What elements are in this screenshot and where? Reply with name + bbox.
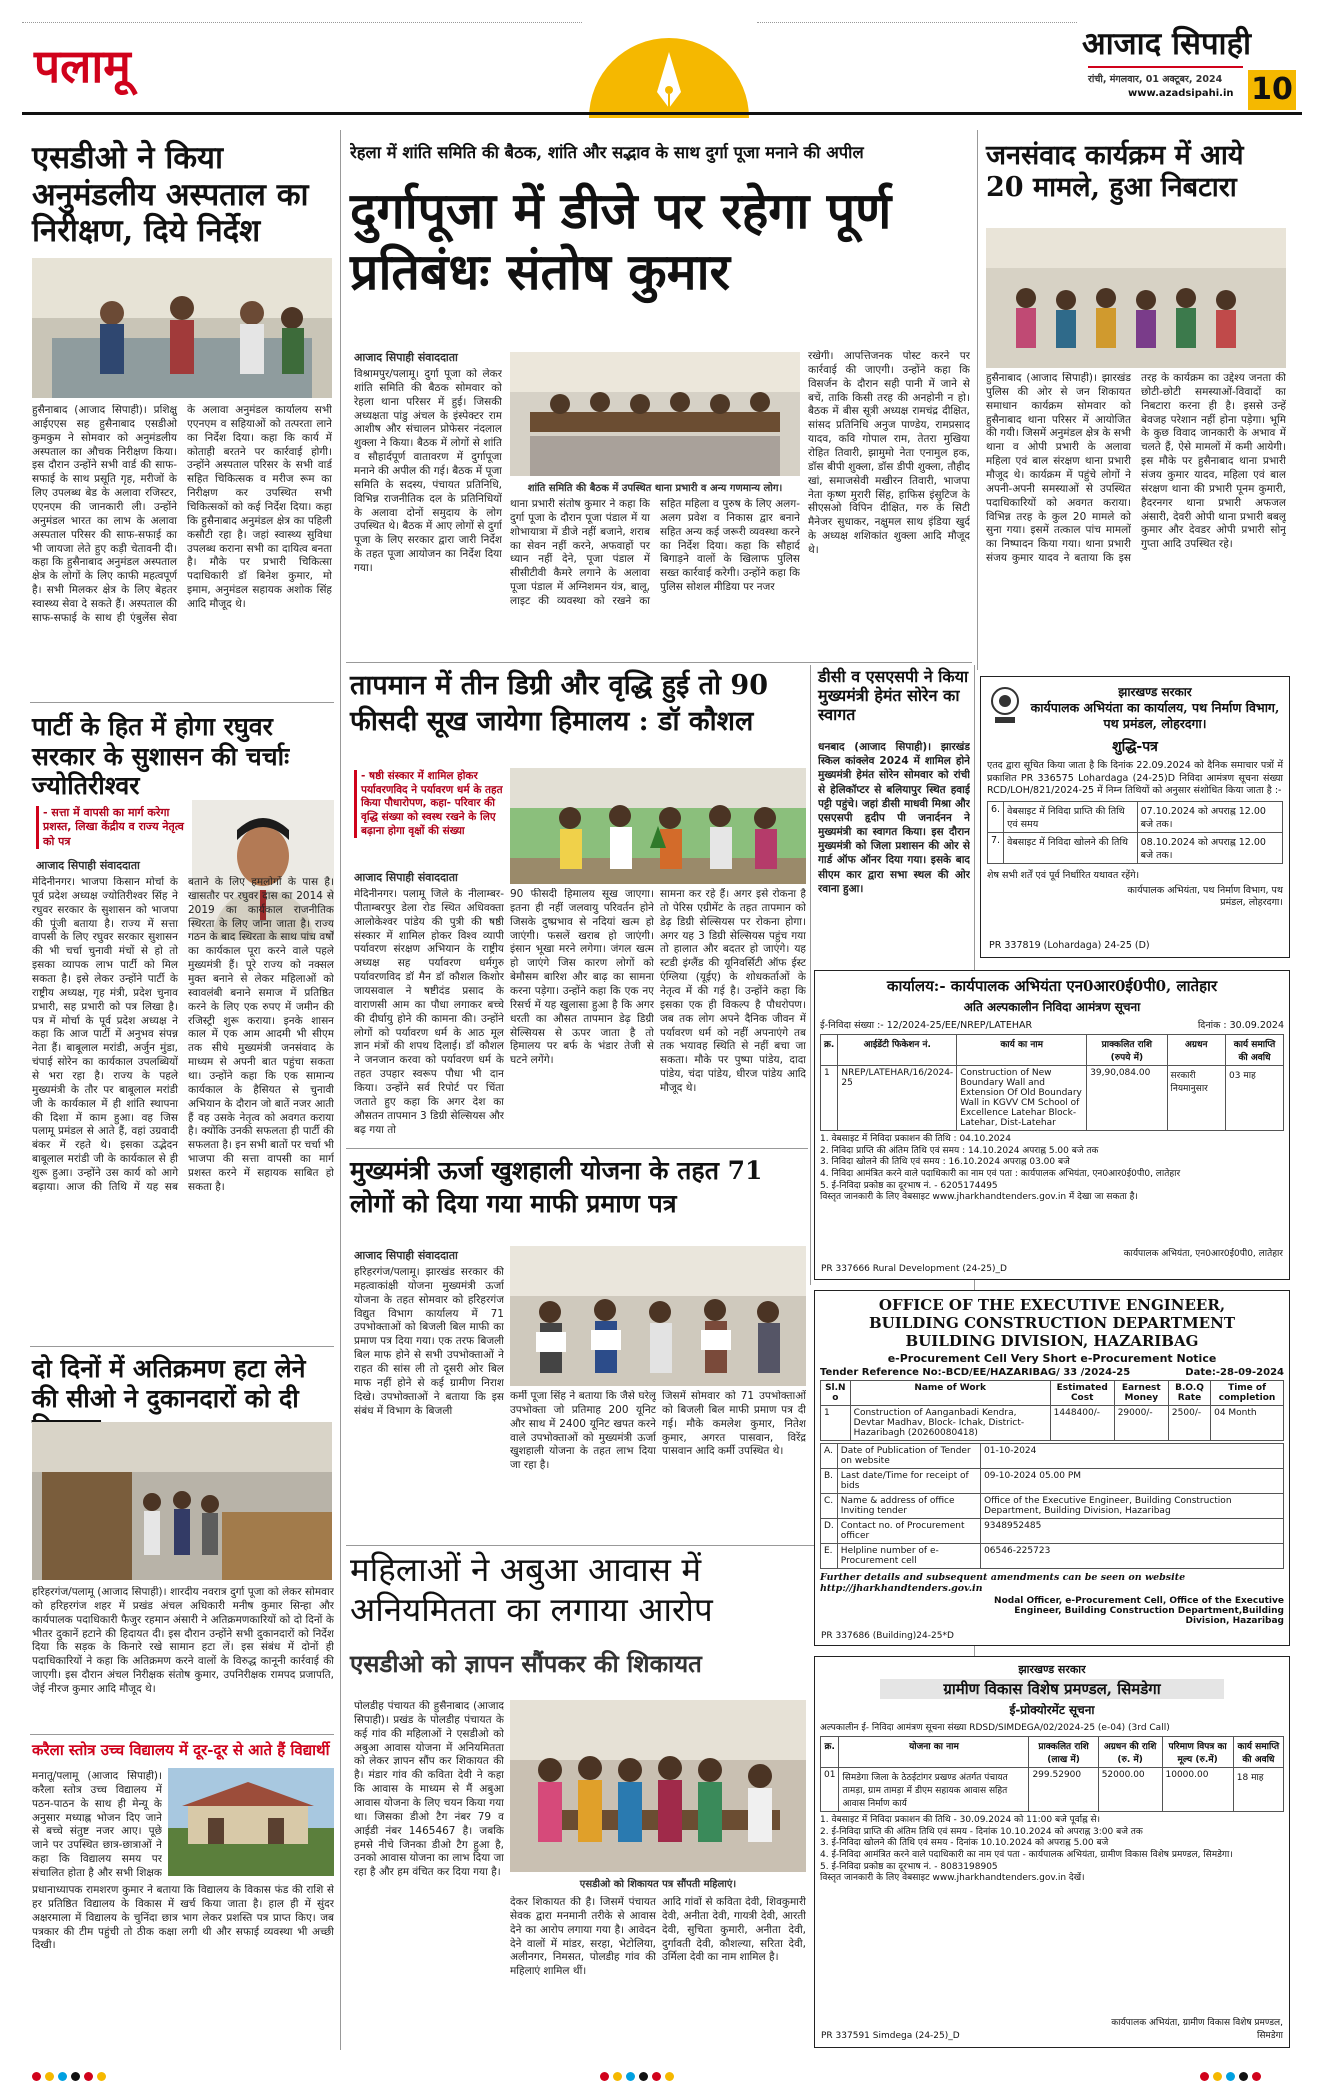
s8-body: हरिहरगंज/पलामू (आजाद सिपाही)। शारदीय नवरात्र दुर्गा पूजा को लेकर सोमवार को हरिहरगंज शहर में प्रखंड अंचल अधिकारी मनीष कुमार सिन्हा और कार्यपालक पदाधिकारी फैजुर रहमान अंसारी ने अतिक्रमणकारियों को दो दिनों के भीतर दुकानें हटाने की हिदायत दी। इस दौरान उन्होंने सभी दुकानदारों को निर्देश दिया कि सड़क के किनारे रखे सामान हटा लें। इस संबंध में दोनों ही पदाधिकारियों ने कहा कि अतिक्रमण करने वालों के विरुद्ध कानूनी कार्रवाई की जाएगी। इस दौरान अंचल निरीक्षक संतोष कुमार, उपनिरीक्षक रामपद प्रजापति, जेई नीरज कुमार आदि मौजूद थे। bbox=[32, 1586, 334, 1696]
s4-byline: आजाद सिपाही संवाददाता bbox=[36, 859, 140, 872]
ad1-body: एतद द्वारा सूचित किया जाता है कि दिनांक 22.09.2024 को दैनिक समाचार पत्रों में प्रकाशित PR 336575 Lohardaga (24-25)D निविदा आमंत्रण सूचना संख्या RCD/LOH/821/2024-25 में निम्न तिथियों को अनुसार संशोधित किया जाता है :- bbox=[987, 760, 1283, 796]
s10-subhead: एसडीओ को ज्ञापन सौंपकर की शिकायत bbox=[350, 1649, 702, 1678]
dateline: रांची, मंगलवार, 01 अक्टूबर, 2024 bbox=[1088, 74, 1223, 85]
table-header: Estimated Cost bbox=[1050, 1381, 1114, 1406]
table-header: Time of completion bbox=[1211, 1381, 1284, 1406]
ad-hazaribag-tender bbox=[814, 1290, 1290, 1646]
s2-kicker: रेहला में शांति समिति की बैठक, शांति और सद्भाव के साथ दुर्गा पूजा मनाने की अपील bbox=[350, 143, 864, 162]
s1-body: हुसैनाबाद (आजाद सिपाही)। प्रशिक्षु आईएएस सह हुसैनाबाद एसडीओ कुमकुम ने सोमवार को अनुमंडलीय अस्पताल का औचक निरीक्षण किया। इस दौरान उन्होंने सभी वार्ड की साफ-सफाई के साथ प्रसूति गृह, मरीजों के लिए उपलब्ध बेड के अलावा रजिस्टर, एएनएम की जानकारी ली। उन्होंने अनुमंडल भारत का लाभ के अलावा अस्पताल परिसर की साफ-सफाई का भी जायजा लेते हुए कड़ी चेतावनी दी। कहा कि हुसैनाबाद अनुमंडल अस्पताल क्षेत्र के लोगों के लिए काफी महत्वपूर्ण है। सभी मिलकर क्षेत्र के लिए बेहतर स्वास्थ्य सेवा दे सकते हैं। अस्पताल की साफ-सफाई के साथ ही एंबुलेंस सेवा के अलावा अनुमंडल कार्यालय सभी एएनएम व सहियाओं को तत्परता लाने का निर्देश दिया। कहा कि कार्य में कोताही बरतने पर कार्रवाई होगी। उन्होंने अस्पताल परिसर के सभी वार्ड सहित चिकित्सक व मरीज रूम का निरीक्षण कर उपस्थित सभी चिकित्सकों को कई निर्देश दिया। कहा कि हुसैनाबाद अनुमंडल क्षेत्र का पहिली कसौटी रहा है। जहां स्वास्थ्य सुविधा उपलब्ध कराना सभी का दायित्व बनता है। मौके पर प्रभारी चिकित्सा पदाधिकारी डॉ बिनेश कुमार, मो इमाम, अनुमंडल सहायक अशोक सिंह आदि मौजूद थे। bbox=[32, 404, 332, 624]
s6-body: धनबाद (आजाद सिपाही)। झारखंड स्किल कांक्लेव 2024 में शामिल होने मुख्यमंत्री हेमंत सोरेन सोमवार को रांची से हेलिकॉप्टर से बलियापुर स्थित हवाई पट्टी पहुंचे। जहां डीसी माधवी मिश्रा और एसएसपी हृदीप पी जनार्दनन ने मुख्यमंत्री का स्वागत किया। इस दौरान मुख्यमंत्री को जिला प्रशासन की ओर से गार्ड ऑफ ऑनर दिया गया। इसके बाद सीएम कार द्वारा सभा स्थल की ओर रवाना हुआ। bbox=[818, 741, 970, 895]
table-header: कार्य का नाम bbox=[957, 1035, 1087, 1066]
table-cell: 01-10-2024 bbox=[981, 1444, 1284, 1469]
table-cell: Name & address of office Inviting tender bbox=[837, 1494, 980, 1519]
ad3-notes-table bbox=[820, 1443, 1284, 1569]
table-header: अग्रधन की राशि (रु. में) bbox=[1098, 1737, 1162, 1768]
ad3-title-3: BUILDING DIVISION, HAZARIBAG bbox=[905, 1332, 1199, 1350]
table-cell: वेबसाइट में निविदा प्राप्ति की तिथि एवं समय bbox=[1004, 802, 1138, 833]
table-row bbox=[988, 802, 1283, 833]
table-header: प्राक्कलित राशि (रुपये में) bbox=[1087, 1035, 1167, 1066]
table-cell: 1 bbox=[821, 1406, 851, 1441]
table-header: प्राक्कलित राशि (लाख में) bbox=[1029, 1737, 1098, 1768]
table-header-row bbox=[821, 1381, 1284, 1406]
s5-deck: - षष्ठी संस्कार में शामिल होकर पर्यावरणविद ने पर्यावरण धर्म के तहत किया पौधारोपण, कहा- परिवार की वृद्धि संख्या को स्वस्थ रखने के लिए बढ़ाना होगा वृक्षों की संख्या bbox=[354, 770, 504, 838]
ad1-subtitle: शुद्धि-पत्र bbox=[1112, 739, 1158, 756]
table-cell: 6. bbox=[988, 802, 1004, 833]
table-cell: 9348952485 bbox=[981, 1519, 1284, 1544]
table-header: Earnest Money bbox=[1114, 1381, 1168, 1406]
list-item: 1. वेबसाइट में निविदा प्रकाशन की तिथि - 30.09.2024 को 11:00 बजे पूर्वाह्न से। bbox=[820, 1815, 1101, 1825]
table-cell: A. bbox=[821, 1444, 838, 1469]
s10-photo-caption: एसडीओ को शिकायत पत्र सौंपती महिलाएं। bbox=[579, 1879, 737, 1890]
ad4-dept: झारखण्ड सरकार bbox=[1018, 1663, 1086, 1676]
s2-byline: आजाद सिपाही संवाददाता bbox=[354, 351, 458, 364]
ad3-title-2: BUILDING CONSTRUCTION DEPARTMENT bbox=[868, 1314, 1235, 1332]
list-item: 1. वेबसाइट में निविदा प्रकाशन की तिथि : 04.10.2024 bbox=[820, 1134, 1011, 1144]
s10-col3: आदि गांवों से कविता देवी, शिवकुमारी देवी, अनीता देवी, गायत्री देवी, आरती देवी, सुचिता कुमारी, अनीता देवी, दुर्गावती देवी, कौशल्या, सरिता देवी, उर्मिला देवी का नाम शामिल है। bbox=[662, 1896, 806, 1964]
s5-headline: तापमान में तीन डिग्री और वृद्धि हुई तो 90 फीसदी सूख जायेगा हिमालय : डॉ कौशल bbox=[350, 670, 769, 737]
table-header: आईडेंटी फिकेशन नं. bbox=[838, 1035, 957, 1066]
s10-col2: देकर शिकायत की है। जिसमें पंचायत सेवक द्वारा मनमानी तरीके से आवास देने का आरोप लगाया गया है। आवेदन देने वालों में मांडर, सरहा, भेटोलिया, अलीनगर, निमसत, पोलडीह गांव की महिलाएं शामिल थीं। bbox=[510, 1896, 656, 1978]
table-cell: B. bbox=[821, 1469, 838, 1494]
ad1-signature: कार्यपालक अभियंता, पथ निर्माण विभाग, पथ प्रमंडल, लोहरदगा। bbox=[1127, 885, 1283, 909]
website: www.azadsipahi.in bbox=[1128, 88, 1234, 99]
table-row bbox=[821, 1768, 1284, 1812]
table-header: परिमाण विपत्र का मूल्य (रु.में) bbox=[1162, 1737, 1233, 1768]
ad1-pr: PR 337819 (Lohardaga) 24-25 (D) bbox=[989, 940, 1150, 951]
ad4-pr: PR 337591 Simdega (24-25)_D bbox=[821, 2031, 960, 2041]
ad-latehar-tender bbox=[814, 970, 1290, 1280]
ad1-title: कार्यपालक अभियंता का कार्यालय, पथ निर्माण विभाग, पथ प्रमंडल, लोहरदगा। bbox=[1030, 700, 1280, 731]
ad4-subtitle: ई-प्रोक्योरमेंट सूचना bbox=[1009, 1703, 1095, 1717]
ad3-subtitle: e-Procurement Cell Very Short e-Procurement Notice bbox=[887, 1352, 1217, 1365]
s1-photo-hospital-inspection bbox=[32, 258, 332, 398]
table-row bbox=[821, 1444, 1284, 1469]
list-item: 3. निविदा खोलने की तिथि एवं समय : 16.10.2024 अपराह्न 03.00 बजे bbox=[820, 1157, 1070, 1168]
s4-deck: - सत्ता में वापसी का मार्ग करेगा प्रशस्त, लिखा केंद्रीय व राज्य नेतृत्व को पत्र bbox=[36, 806, 186, 849]
table-cell: सरकारी नियमानुसार bbox=[1167, 1066, 1226, 1131]
ad-lohardaga-corrigendum bbox=[980, 676, 1290, 958]
table-cell: 07.10.2024 को अपराह्न 12.00 बजे तक। bbox=[1137, 802, 1282, 833]
s1-headline: एसडीओ ने किया अनुमंडलीय अस्पताल का निरीक्षण, दिये निर्देश bbox=[32, 140, 309, 250]
table-row bbox=[821, 1066, 1284, 1131]
s5-col3: सामना कर रहे हैं। अगर इसे रोकना है तो पेरिस एग्रीमेंट के तहत तापमान को डेढ़ डिग्री सेल्सियस पर रोकना होगा। अगर यह 3 डिग्री सेल्सियस पहुंच गया तो हालात और बदतर हो जाएंगे। यह स्टडी इंग्लैंड की यूनिवर्सिटी ऑफ ईस्ट एंग्लिया (यूईए) के शोधकर्ताओं के नेतृत्व में की गई है। उन्होंने कहा कि इसका एक ही विकल्प है पौधरोपण। जब तक लोग अपने दैनिक जीवन में पर्यावरण धर्म को नहीं अपनाएंगे तब तक भयावह स्थिति से नहीं बचा जा सकता। मौके पर पुष्पा पांडेय, दादा पांडेय, चंदा पांडेय, धीरज पांडेय आदि मौजूद थे। bbox=[660, 888, 806, 1095]
table-header: कार्य समाप्ति की अवधि bbox=[1233, 1737, 1283, 1768]
table-cell: D. bbox=[821, 1519, 838, 1544]
table-cell: Date of Publication of Tender on website bbox=[837, 1444, 980, 1469]
list-item: 5. ई-निविदा प्रकोष्ठ का दूरभाष नं. - 8083198905 bbox=[820, 1861, 998, 1872]
table-cell: 09-10-2024 05.00 PM bbox=[981, 1469, 1284, 1494]
s4-body: मेदिनीनगर। भाजपा किसान मोर्चा के पूर्व प्रदेश अध्यक्ष ज्योतिरीश्वर सिंह ने रघुवर सरकार के सुशासन को भाजपा की पूंजी बताया है। राज्य में सत्ता वापसी के लिए रघुवर सरकार सुशासन की भी चर्चा चुनावी मंचों से हो तो इसका व्यापक लाभ पार्टी को मिल सकता है। इसे लेकर उन्होंने पार्टी के राष्ट्रीय अध्यक्ष, गृह मंत्री, प्रदेश चुनाव प्रभारी, सह प्रभारी को पत्र लिखा है। पत्र में मोर्चा के पूर्व प्रदेश अध्यक्ष ने कहा कि आज पार्टी में अनुभव संपन्न नेता हैं। बाबूलाल मरांडी, अर्जुन मुंडा, चंपाई सोरेन का कार्यकाल उपलब्धियों से भरा रहा है। राज्य के पहले मुख्यमंत्री के तौर पर बाबूलाल मरांडी जी के कार्यकाल में ही शांति स्थापना की दिशा में काम हुआ। वह जिस पलामू प्रमंडल से आते हैं, वहां उग्रवादी बंकर में रहते थे। इसका उद्भेदन बाबूलाल मरांडी जी के कार्यकाल से ही शुरू हुआ। उन्होंने उस कार्य को आगे बढ़ाया। आज की तिथि में यह सब बताने के लिए हमलोगों के पास है। खासतौर पर रघुवर दास का 2014 से 2019 का कार्यकाल राजनीतिक स्थिरता के लिए जाना जाता है। राज्य गठन के बाद स्थिरता के साथ पांच वर्षों का कार्यकाल पूरा करने वाले पहले मुख्यमंत्री हैं। पूरे राज्य को नक्सल मुक्त बनाने से लेकर महिलाओं को स्वावलंबी बनाने समाज में प्रतिष्ठित करने के लिए एक रुपए में जमीन की रजिस्ट्री शुरू कराया। इनके शासन काल में एक आम आदमी भी सीएम तक सीधे मुख्यमंत्री जनसंवाद के माध्यम से अपनी बात पहुंचा सकता था। उन्होंने कहा कि एक सामान्य कार्यकाल के हैसियत से चुनावी अभियान के दौरान जो बातें नजर आती हैं वह उसके नेतृत्व को अवगत कराया है। क्योंकि उनकी सफलता ही पार्टी की सफलता है। इन सभी बातों पर चर्चा भी भाजपा की सत्ता वापसी का मार्ग प्रशस्त करने में सहायक साबित हो सकता है। bbox=[32, 876, 334, 1193]
s5-col1: मेदिनीनगर। पलामू जिले के नीलाम्बर-पीताम्बरपुर डेला रोड स्थित अधिवक्ता आलोकेश्वर पांडेय की पुत्री की षष्ठी संस्कार में शामिल होकर विश्व व्यापी पर्यावरण संरक्षण अभियान के राष्ट्रीय अध्यक्ष सह पर्यावरण धर्मगुरु पर्यावरणविद डॉ मैन डॉ कौशल किशोर जायसवाल ने षष्टीदंड प्रसाद के वाराणसी आम का पौधा लगाकर बच्चे की दीर्घायु होने की कामना की। उन्होंने लोगों को पर्यावरण धर्म के आठ मूल ज्ञान मंत्रों की शपथ दिलाई। डॉ कौशल ने जनजान करवा को पर्यावरण धर्म के तहत उपहार स्वरूप पौधा भी दान किया। उन्होंने सर्व रिपोर्ट पर चिंता जताते हुए कहा कि अगर देश का औसतन तापमान 3 डिग्री सेल्सियस और बढ़ गया तो bbox=[354, 888, 504, 1136]
s8-headline: दो दिनों में अतिक्रमण हटा लेने की सीओ ने दुकानदारों को दी bbox=[32, 1354, 306, 1413]
s10-col1: पोलडीह पंचायत की हुसैनाबाद (आजाद सिपाही)। प्रखंड के पोलडीह पंचायत के कई गांव की महिलाओं ने एसडीओ को अबुआ आवास योजना में अनियमितता को लेकर ज्ञापन सौंप कर शिकायत की है। मंडार गांव की कविता देवी ने कहा कि आवास के माध्यम से मैं अबुआ आवास योजना के लिए चयन किया गया था। जिसका डीओ टैग नंबर 79 व आईडी नंबर 1465467 है। जबकि हमसे नीचे जिनका डीओ टैग हुआ है, उनको आवास योजना का लाभ दिया जा रहा है और हम वंचित कर दिया गया है। bbox=[354, 1700, 504, 1879]
table-cell: 08.10.2024 को अपराह्न 12.00 बजे तक। bbox=[1137, 833, 1282, 864]
table-cell: 10000.00 bbox=[1162, 1768, 1233, 1812]
section-title: पलामू bbox=[34, 39, 131, 93]
s9-headline: करैला स्तोत्र उच्च विद्यालय में दूर-दूर से आते हैं विद्यार्थी bbox=[32, 1741, 330, 1759]
ad3-signature: Nodal Officer, e-Procurement Cell, Office of the Executive Engineer, Building Construction Department,Building Division, Hazaribag bbox=[994, 1596, 1284, 1626]
ad4-table bbox=[820, 1736, 1284, 1812]
paper-name: आजाद सिपाही bbox=[1082, 26, 1252, 62]
table-cell: Construction of New Boundary Wall and Extension Of Old Boundary Wall in KGVV CM School of Excellence Latehar Block-Latehar, Dist-Latehar bbox=[957, 1066, 1087, 1131]
table-header-row bbox=[821, 1737, 1284, 1768]
s3-body: हुसैनाबाद (आजाद सिपाही)। झारखंड पुलिस की ओर से जन शिकायत समाधान कार्यक्रम सोमवार को हुसैनाबाद थाना परिसर में आयोजित की गयी। जिसमें अनुमंडल क्षेत्र के सभी थाना व ओपी प्रभारी के अलावा महिला एवं बाल संरक्षण थाना प्रभारी मौजूद थे। कार्यक्रम में पहुंचे लोगों ने अपनी-अपनी समस्याओं से उपस्थित पदाधिकारियों को अवगत कराया। विभिन्न तरह के कुल 20 मामले को सुना गया। इसमें तत्काल पांच मामलों का निष्पादन किया गया। थाना प्रभारी संजय कुमार यादव ने बताया कि इस तरह के कार्यक्रम का उद्देश्य जनता की छोटी-छोटी समस्याओं-विवादों का निबटारा करना ही है। इससे उन्हें बेवजह परेशान नहीं होना पड़ेगा। भूमि के कुछ विवाद जानकारी के अभाव में चलते हैं, ऐसे मामलों में कमी आयेगी। इस मौके पर हुसैनाबाद थाना प्रभारी संजय कुमार यादव, महिला एवं बाल संरक्षण थाना की प्रभारी पूनम कुमारी, हैदरनगर थाना प्रभारी अफजल अंसारी, देवरी ओपी थाना प्रभारी बबलू कुमार और देवडर ओपी प्रभारी सोनू गुप्ता आदि उपस्थित रहे। bbox=[986, 372, 1286, 565]
s9-photo-school bbox=[168, 1768, 334, 1876]
s9-col1: मनातू/पलामू (आजाद सिपाही)। करैला स्तोत्र उच्च विद्यालय में पठन-पाठन के साथ ही मेन्यू के अनुसार मध्याह्न भोजन दिए जाने से बच्चे संतुष्ट नजर आए। पूछे जाने पर उपस्थित छात्र-छात्राओं ने कहा कि विद्यालय समय पर संचालित होता है और सभी शिक्षक bbox=[32, 1770, 162, 1880]
s10-headline: महिलाओं ने अबुआ आवास में अनियमितता का लगाया आरोप bbox=[350, 1550, 713, 1629]
table-header: क्र. bbox=[821, 1035, 838, 1066]
ad2-date: दिनांक : 30.09.2024 bbox=[1197, 1020, 1284, 1031]
table-row bbox=[821, 1494, 1284, 1519]
s7-col3: जिसमें सोमवार को 71 उपभोक्ताओं को बिजली बिल माफी प्रमाण पत्र दी गई। मौके कमलेश कुमार, नितेश कुमार, अगरत पासवान, विरेंद्र पासवान आदि कर्मी उपस्थित थे। bbox=[662, 1390, 806, 1458]
table-header: B.O.Q Rate bbox=[1168, 1381, 1210, 1406]
ad4-signature: कार्यपालक अभियंता, ग्रामीण विकास विशेष प्रमण्डल, सिमडेगा bbox=[1111, 2018, 1283, 2041]
table-cell: NREP/LATEHAR/16/2024-25 bbox=[838, 1066, 957, 1131]
s2-col3: रखेगी। आपत्तिजनक पोस्ट करने पर कार्रवाई की जाएगी। उन्होंने कहा कि विसर्जन के दौरान सही पानी में जाने से बचें, ताकि किसी तरह की अनहोनी न हो। बैठक में बीस सूत्री अध्यक्ष रामचंद्र दीक्षित, सांसद प्रतिनिधि अनुज पाण्डेय, रामप्रसाद यादव, कवि गोपाल राम, तेतरा मुखिया रोहित तिवारी, झामुमो नेता एनामुल हक, डॉस बीपी शुक्ला, डॉस डीपी शुक्ला, तौहीद खां, समाजसेवी मखीरन तिवारी, भाजपा नेता कृष्ण मुरारी सिंह, हाफिस इंसुटिज के सीएसओ विपिन दीक्षित, गरु के सिटी मैनेजर सुधाकर, नक्षुमल साथ इंडिया खुर्द के अध्यक्ष शशिकांत शुक्ला आदि मौजूद थे। bbox=[808, 350, 970, 557]
footer-dots-left bbox=[32, 2066, 110, 2085]
ad1-dept: झारखण्ड सरकार bbox=[1118, 685, 1192, 699]
s10-photo-women-memorandum bbox=[510, 1700, 806, 1872]
table-cell: Last date/Time for receipt of bids bbox=[837, 1469, 980, 1494]
s7-photo-certificates bbox=[510, 1246, 806, 1386]
table-cell: Construction of Aanganbadi Kendra, Devtar Madhav, Block- Ichak, District- Hazaribagh (20260080418) bbox=[850, 1406, 1050, 1441]
table-cell: 1448400/- bbox=[1050, 1406, 1114, 1441]
ad2-subtitle: अति अल्पकालीन निविदा आमंत्रण सूचना bbox=[963, 1000, 1141, 1014]
ad2-signature: कार्यपालक अभियंता, एन0आर0ई0पी0, लातेहार bbox=[1123, 1249, 1283, 1259]
list-item: 3. ई-निविदा खोलने की तिथि एवं समय - दिनांक 10.10.2024 को अपराह्न 5.00 बजे bbox=[820, 1838, 1109, 1849]
ad3-further: Further details and subsequent amendments can be seen on website http://jharkhandtenders.gov.in bbox=[820, 1572, 1186, 1594]
s5-photo-tree-plantation bbox=[510, 768, 806, 884]
s2-headline: दुर्गापूजा में डीजे पर रहेगा पूर्ण प्रतिबंधः संतोष कुमार bbox=[350, 181, 892, 301]
ad3-ref: Tender Reference No:-BCD/EE/HAZARIBAG/ 33 /2024-25 bbox=[820, 1367, 1131, 1378]
ad3-date: Date:-28-09-2024 bbox=[1185, 1367, 1284, 1378]
section-rule-left bbox=[22, 22, 582, 23]
list-item: 2. निविदा प्राप्ति की अंतिम तिथि एवं समय : 14.10.2024 अपराह्न 5.00 बजे तक bbox=[820, 1145, 1099, 1156]
table-cell: 1 bbox=[821, 1066, 838, 1131]
table-header: Name of Work bbox=[850, 1381, 1050, 1406]
s7-byline: आजाद सिपाही संवाददाता bbox=[354, 1249, 458, 1262]
ad4-title: ग्रामीण विकास विशेष प्रमण्डल, सिमडेगा bbox=[880, 1679, 1224, 1699]
ad2-notes bbox=[820, 1134, 1284, 1204]
footer-dots-right bbox=[1200, 2066, 1265, 2085]
table-cell: 299.52900 bbox=[1029, 1768, 1098, 1812]
list-item: 4. ई-निविदा आमंत्रित करने वाले पदाधिकारी का नाम एवं पता - कार्यपालक अभियंता, ग्रामीण विकास विशेष प्रमण्डल, सिमडेगा। bbox=[820, 1850, 1233, 1861]
ad4-notes bbox=[820, 1815, 1284, 1885]
ad2-title: कार्यालय:- कार्यपालक अभियंता एन0आर0ई0पी0, लातेहार bbox=[886, 977, 1218, 995]
list-item: 2. ई-निविदा प्राप्ति की अंतिम तिथि एवं समय - दिनांक 10.10.2024 को अपराह्न 3:00 बजे तक bbox=[820, 1826, 1143, 1837]
list-item: 5. ई-निविदा प्रकोष्ठ का दूरभाष नं. - 6205174495 bbox=[820, 1180, 998, 1191]
table-header-row bbox=[821, 1035, 1284, 1066]
ad3-pr: PR 337686 (Building)24-25*D bbox=[821, 1631, 954, 1641]
s5-byline: आजाद सिपाही संवाददाता bbox=[354, 871, 458, 884]
s7-col1: हरिहरगंज/पलामू। झारखंड सरकार की महत्वाकांक्षी योजना मुख्यमंत्री ऊर्जा योजना के तहत सोमवार को हरिहरगंज विद्युत विभाग कार्यालय में 71 उपभोक्ताओं को बिजली बिल माफी का प्रमाण पत्र दिया गया। एक तरफ बिजली बिल माफ होने से सभी उपभोक्ताओं ने राहत की सांस ली तो दूसरी ओर बिल माफ नहीं होने से कई ग्रामीण निराश दिखे। उपभोक्ताओं ने बताया कि इस संबंध में विभाग के बिजली bbox=[354, 1266, 504, 1417]
table-cell: सिमडेगा जिला के ठेठईटांगर प्रखण्ड अंतर्गत पंचायत तामड़ा, ग्राम तामड़ा में डीएम सहायक आवास सहित आवास निर्माण कार्य bbox=[839, 1768, 1029, 1812]
s3-headline: जनसंवाद कार्यक्रम में आये 20 मामले, हुआ निबटारा bbox=[986, 140, 1244, 203]
table-row bbox=[821, 1519, 1284, 1544]
s2-photo-peace-committee bbox=[510, 352, 800, 476]
ad3-table bbox=[820, 1380, 1284, 1441]
s3-photo-jansamvad bbox=[986, 228, 1286, 368]
page-number: 10 bbox=[1248, 70, 1296, 110]
table-header: कार्य समाप्ति की अवधि bbox=[1226, 1035, 1284, 1066]
table-header: अग्रधन bbox=[1167, 1035, 1226, 1066]
ad2-ref: ई-निविदा संख्या :- 12/2024-25/EE/NREP/LATEHAR bbox=[820, 1020, 1033, 1031]
masthead bbox=[22, 12, 1302, 118]
list-item: विस्तृत जानकारी के लिए वेबसाइट www.jharkhandtenders.gov.in में देखा जा सकता है। bbox=[820, 1192, 1138, 1203]
table-cell: Helpline number of e-Procurement cell bbox=[837, 1544, 980, 1569]
table-cell: Office of the Executive Engineer, Building Construction Department, Building Division, Hazaribag bbox=[981, 1494, 1284, 1519]
table-cell: E. bbox=[821, 1544, 838, 1569]
section-rule-right bbox=[757, 22, 1077, 23]
table-cell: वेबसाइट में निविदा खोलने की तिथि bbox=[1004, 833, 1138, 864]
s9-col2: प्रधानाध्यापक रामशरण कुमार ने बताया कि विद्यालय के विकास फंड की राशि से हर प्रतिष्ठित विद्यालय के विकास में खर्च किया जाता है। हाल ही में सुंदर अक्षरमाला में विद्यालय के चुनिंदा छात्र भाग लेकर प्रशस्ति पत्र प्राप्त किए। जब पत्रकार की टीम पहुंची तो ठीक कक्षा लगी थी और सफाई व्यवस्था भी अच्छी दिखी। bbox=[32, 1884, 334, 1952]
govt-emblem-icon bbox=[989, 685, 1021, 725]
table-cell: 29000/- bbox=[1114, 1406, 1168, 1441]
s2-col1: विश्रामपुर/पलामू। दुर्गा पूजा को लेकर शांति समिति की बैठक सोमवार को रेहला थाना परिसर में हुई। जिसकी अध्यक्षता पांडु अंचल के इंस्पेक्टर राम आशीष और संचालन प्रोफेसर नंदलाल शुक्ला ने किया। बैठक में लोगों से शांति व सौहार्दपूर्ण वातावरण में दुर्गापूजा मनाने की अपील की गई। बैठक में पूजा समिति के सदस्य, पंचायत प्रतिनिधि, विभिन्न राजनीतिक दल के प्रतिनिधियों के अलावा दोनों समुदाय के लोग उपस्थित थे। बैठक में आए लोगों से दुर्गा पूजा के लिए सरकार द्वारा जारी निर्देश के तहत पूजा आयोजन का निर्देश दिया गया। bbox=[354, 368, 502, 575]
ad3-title-1: OFFICE OF THE EXECUTIVE ENGINEER, bbox=[878, 1296, 1226, 1314]
s2-col2: थाना प्रभारी संतोष कुमार ने कहा कि दुर्गा पूजा के दौरान पूजा पंडाल में या शोभायात्रा में डीजे नहीं बजाने, शराब का सेवन नहीं करने, अफवाहों पर ध्यान नहीं देने, पूजा पंडाल में सीसीटीवी कैमरे लगाने के अलावा पूजा पंडाल में अग्निशमन यंत्र, बालू, लाइट की व्यवस्था को रखने का सहित महिला व पुरुष के लिए अलग-अलग प्रवेश व निकास द्वार बनाने सहित अन्य कई जरूरी व्यवस्था करने का निर्देश दिया। कहा कि सौहार्द बिगाड़ने वालों के खिलाफ पुलिस सख्त कार्रवाई करेगी। उन्होंने कहा कि पुलिस सोशल मीडिया पर नजर bbox=[510, 498, 800, 608]
s4-headline: पार्टी के हित में होगा रघुवर सरकार के सुशासन की चर्चाः ज्योतिरीश्वर bbox=[32, 712, 290, 800]
table-row bbox=[821, 1469, 1284, 1494]
s6-headline: डीसी व एसएसपी ने किया मुख्यमंत्री हेमंत सोरेन का स्वागत bbox=[818, 667, 969, 724]
ad1-note: शेष सभी शर्तें एवं पूर्व निर्धारित यथावत रहेंगे। bbox=[987, 870, 1140, 882]
ad-simdega-tender bbox=[814, 1656, 1290, 2048]
table-header: योजना का नाम bbox=[839, 1737, 1029, 1768]
table-cell: 06546-225723 bbox=[981, 1544, 1284, 1569]
table-cell: 52000.00 bbox=[1098, 1768, 1162, 1812]
ad2-pr: PR 337666 Rural Development (24-25)_D bbox=[821, 1264, 1007, 1274]
table-cell: 7. bbox=[988, 833, 1004, 864]
table-cell: 01 bbox=[821, 1768, 839, 1812]
table-cell: C. bbox=[821, 1494, 838, 1519]
table-cell: 04 Month bbox=[1211, 1406, 1284, 1441]
s7-col2: कर्मी पूजा सिंह ने बताया कि जैसे घरेलू उपभोक्ता जो प्रतिमाह 200 यूनिट और साथ में 2400 यूनिट खपत करने वाले उपभोक्ताओं को मुख्यमंत्री ऊर्जा खुशहाली योजना के तहत लाभ दिया जा रहा है। bbox=[510, 1390, 656, 1472]
s8-photo-encroachment bbox=[32, 1422, 332, 1580]
s5-col2: 90 फीसदी हिमालय सूख जाएगा। इतना ही नहीं जलवायु परिवर्तन होने जिसके दुष्प्रभाव से नदियां खत्म हो जाएंगी। फसलें खराब हो जाएंगी। इंसान भूखा मरने लगेगा। जंगल खत्म हो जाएंगे जिस कारण लोगों को बेमौसम बारिश और बाढ़ का सामना करना पड़ेगा। उन्होंने कहा कि एक नए रिसर्च में यह खुलासा हुआ है कि अगर धरती का औसत तापमान डेढ़ डिग्री सेल्सियस से ऊपर जाता है तो हिमालय पर बर्फ के भंडार तेजी से घटने लगेंगे। bbox=[510, 888, 654, 1067]
ad4-ref: अल्पकालीन ई- निविदा आमंत्रण सूचना संख्या RDSD/SIMDEGA/02/2024-25 (e-04) (3rd Call) bbox=[820, 1723, 1170, 1733]
ad1-table bbox=[987, 801, 1283, 864]
pen-nib-logo bbox=[585, 34, 753, 118]
table-row bbox=[821, 1406, 1284, 1441]
table-header: Sl.N o bbox=[821, 1381, 851, 1406]
table-cell: 39,90,084.00 bbox=[1087, 1066, 1167, 1131]
table-cell: 03 माह bbox=[1226, 1066, 1284, 1131]
list-item: 4. निविदा आमंत्रित करने वाले पदाधिकारी का नाम एवं पता : कार्यपालक अभियंता, एन0आर0ई0पी0, लातेहार bbox=[820, 1169, 1181, 1180]
ad2-table bbox=[820, 1034, 1284, 1131]
table-cell: 18 माह bbox=[1233, 1768, 1283, 1812]
s7-headline: मुख्यमंत्री ऊर्जा खुशहाली योजना के तहत 71 लोगों को दिया गया माफी प्रमाण पत्र bbox=[350, 1156, 763, 1218]
table-cell: 2500/- bbox=[1168, 1406, 1210, 1441]
table-row bbox=[821, 1544, 1284, 1569]
s2-photo-caption: शांति समिति की बैठक में उपस्थित थाना प्रभारी व अन्य गणमान्य लोग। bbox=[527, 483, 783, 494]
footer-dots-center bbox=[600, 2066, 678, 2085]
table-header: क्र. bbox=[821, 1737, 839, 1768]
list-item: विस्तृत जानकारी के लिए वेबसाइट www.jharkhandtenders.gov.in देखें। bbox=[820, 1873, 1085, 1884]
table-cell: Contact no. of Procurement officer bbox=[837, 1519, 980, 1544]
table-row bbox=[988, 833, 1283, 864]
